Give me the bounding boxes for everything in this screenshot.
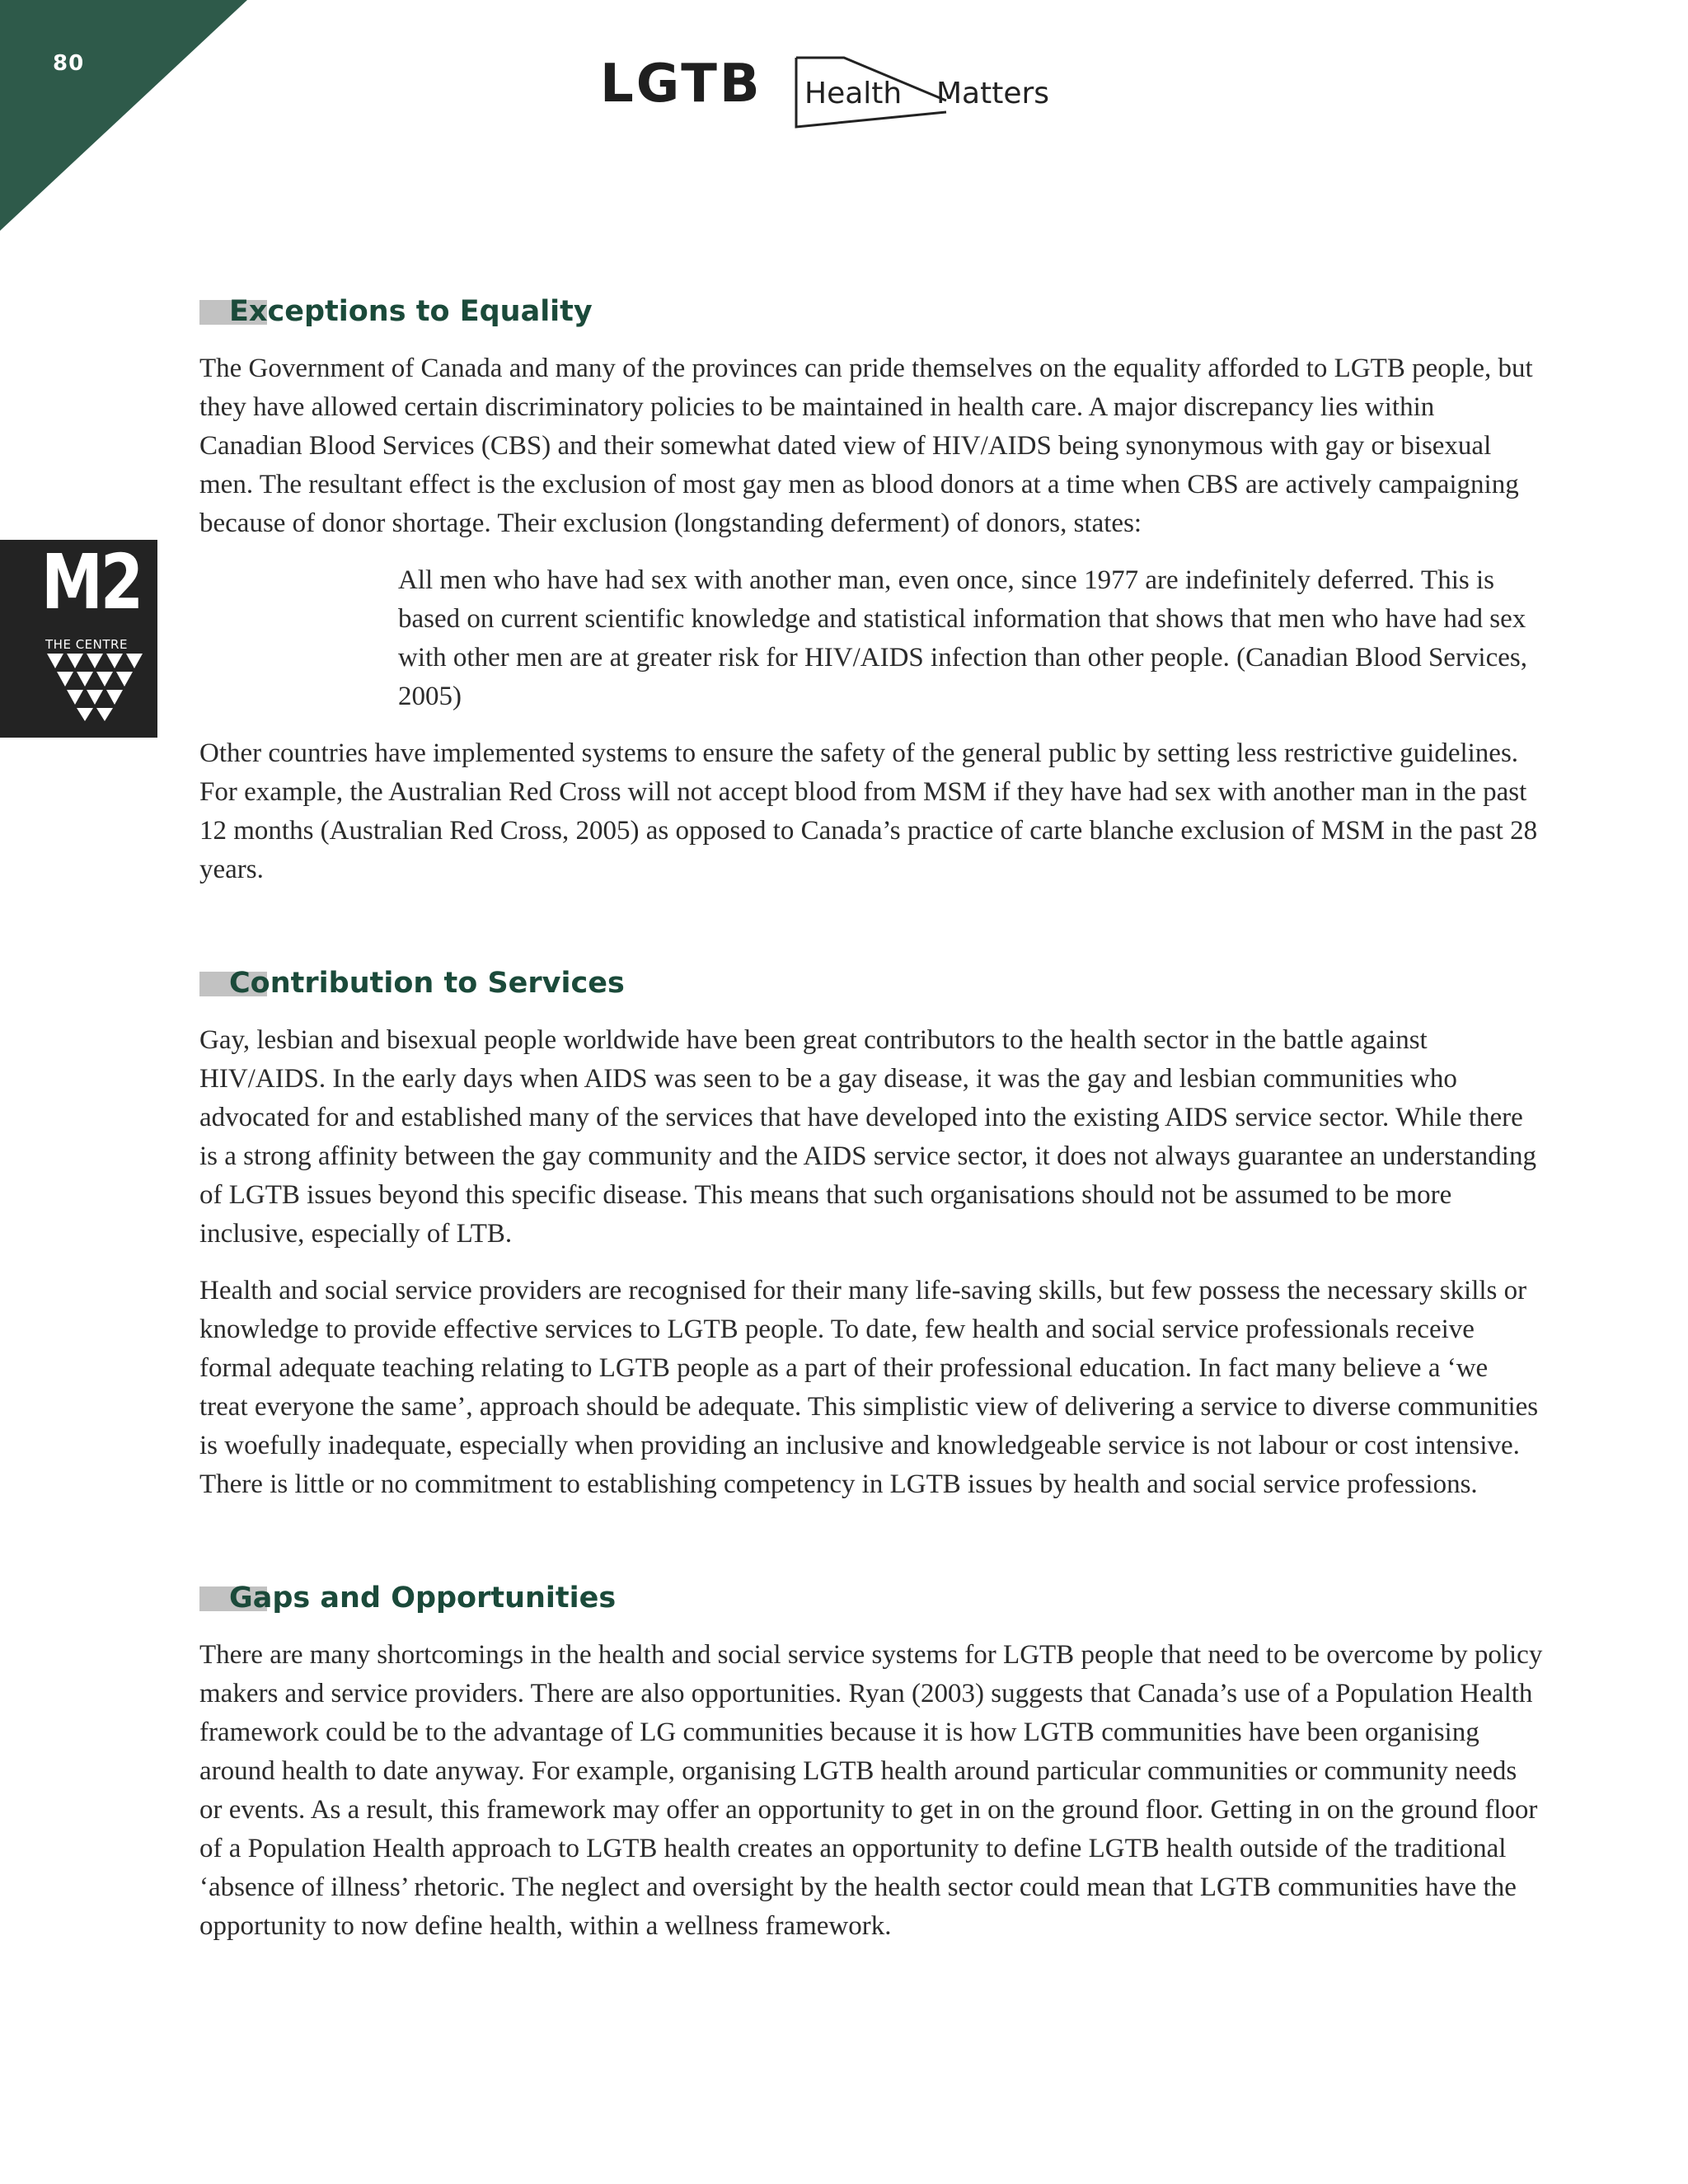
section-heading: Gaps and Opportunities: [199, 1575, 1543, 1621]
section-heading: Exceptions to Equality: [199, 288, 1543, 335]
paragraph: The Government of Canada and many of the provinces can pride themselves on the equality afforded to LGTB people, but they have allowed certain discriminatory policies to be maintained in health care. A major discrepancy lies within Canadian Blood Services (CBS) and their somewhat dated view of HIV/AIDS being synonymous with gay or bisexual men. The resultant effect is the exclusion of most gay men as blood donors at a time when CBS are actively campaigning because of donor shortage. Their exclusion (longstanding deferment) of donors, states:: [199, 354, 1533, 538]
paragraph: Gay, lesbian and bisexual people worldwide have been great contributors to the health sector in the battle against HIV/AIDS. In the early days when AIDS was seen to be a gay disease, it was the gay and lesbian communities who advocated for and established many of the services that have developed into the existing AIDS service sector. While there is a strong affinity between the gay community and the AIDS service sector, it does not always guarantee an understanding of LGTB issues beyond this specific disease. This means that such organisations should not be assumed to be more inclusive, especially of LTB.: [199, 1025, 1536, 1249]
main-content: [199, 288, 1543, 1964]
module-tab: [0, 540, 157, 738]
paragraph: Health and social service providers are recognised for their many life-saving skills, but few possess the necessary skills or knowledge to provide effective services to LGTB people. To date, few health and social service professionals receive formal adequate teaching relating to LGTB people as a part of their professional education. In fact many believe a ‘we treat everyone the same’, approach should be adequate. This simplistic view of delivering a service to diverse communities is woefully inadequate, especially when providing an inclusive and knowledgeable service is not labour or cost intensive. There is little or no commitment to establishing competency in LGTB issues by health and social service professions.: [199, 1276, 1539, 1499]
masthead-logo: [600, 51, 1103, 134]
module-label: M2: [41, 538, 142, 626]
module-caption: THE CENTRE: [45, 637, 128, 652]
paragraph: Other countries have implemented systems to ensure the safety of the general public by setting less restrictive guidelines. For example, the Australian Red Cross will not accept blood from MSM if they have had sex with another man in the past 12 months (Australian Red Cross, 2005) as opposed to Canada’s practice of carte blanche exclusion of MSM in the past 28 years.: [199, 738, 1538, 884]
corner-triangle: [0, 0, 247, 231]
logo-lgtb-text: LGTB: [600, 54, 762, 115]
triangles-logo-icon: [45, 649, 144, 723]
block-quote: All men who have had sex with another man, even once, since 1977 are indefinitely deferred. This is based on current scientific knowledge and statistical information that shows that men who have had sex with other men are at greater risk for HIV/AIDS infection than other people. (Canadian Blood Services, 2005): [398, 565, 1527, 711]
logo-matters-text: Matters: [936, 77, 1050, 110]
section-heading: Contribution to Services: [199, 960, 1543, 1006]
logo-health-text: Health: [804, 77, 903, 110]
paragraph: There are many shortcomings in the health and social service systems for LGTB people that need to be overcome by policy makers and service providers. There are also opportunities. Ryan (2003) suggests that Canada’s use of a Population Health framework could be to the advantage of LG communities because it is how LGTB communities have been organising around health to date anyway. For example, organising LGTB health around particular communities or community needs or events. As a result, this framework may offer an opportunity to get in on the ground floor. Getting in on the ground floor of a Population Health approach to LGTB health creates an opportunity to define LGTB health outside of the traditional ‘absence of illness’ rhetoric. The neglect and oversight by the health sector could mean that LGTB communities have the opportunity to now define health, within a wellness framework.: [199, 1640, 1543, 1941]
page-number: 80: [53, 51, 85, 76]
